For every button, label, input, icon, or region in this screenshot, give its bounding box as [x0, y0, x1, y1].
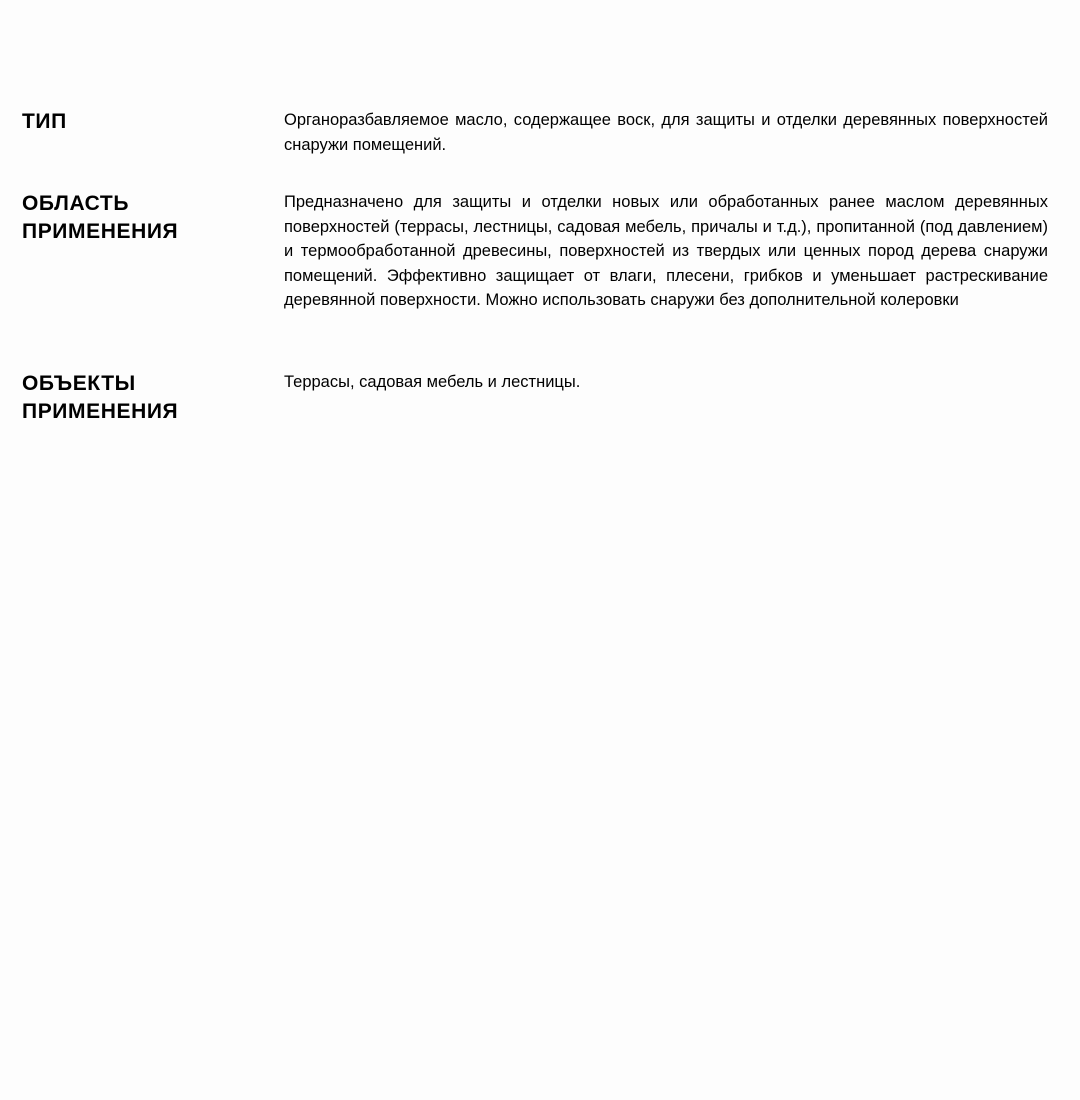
- section-type-label: ТИП: [22, 110, 67, 133]
- section-application-area-text: Предназначено для защиты и отделки новых или обработанных ранее маслом деревянных поверхностей (террасы, лестницы, садовая мебель, причалы и т.д.), пропитанной (под давлением) и термообработанной древесины, поверхностей из твердых или ценных пород дерева снаружи помещений. Эффективно защищает от влаги, плесени, грибков и уменьшает растрескивание деревянной поверхности. Можно использовать снаружи без дополнительной колеровки: [284, 193, 1048, 309]
- section-application-objects-label: ОБЪЕКТЫ ПРИМЕНЕНИЯ: [22, 372, 179, 423]
- section-type-text: Органоразбавляемое масло, содержащее воск, для защиты и отделки деревянных поверхностей снаружи помещений.: [284, 111, 1048, 154]
- section-application-objects-text: Террасы, садовая мебель и лестницы.: [284, 373, 581, 391]
- section-application-area-label: ОБЛАСТЬ ПРИМЕНЕНИЯ: [22, 192, 179, 243]
